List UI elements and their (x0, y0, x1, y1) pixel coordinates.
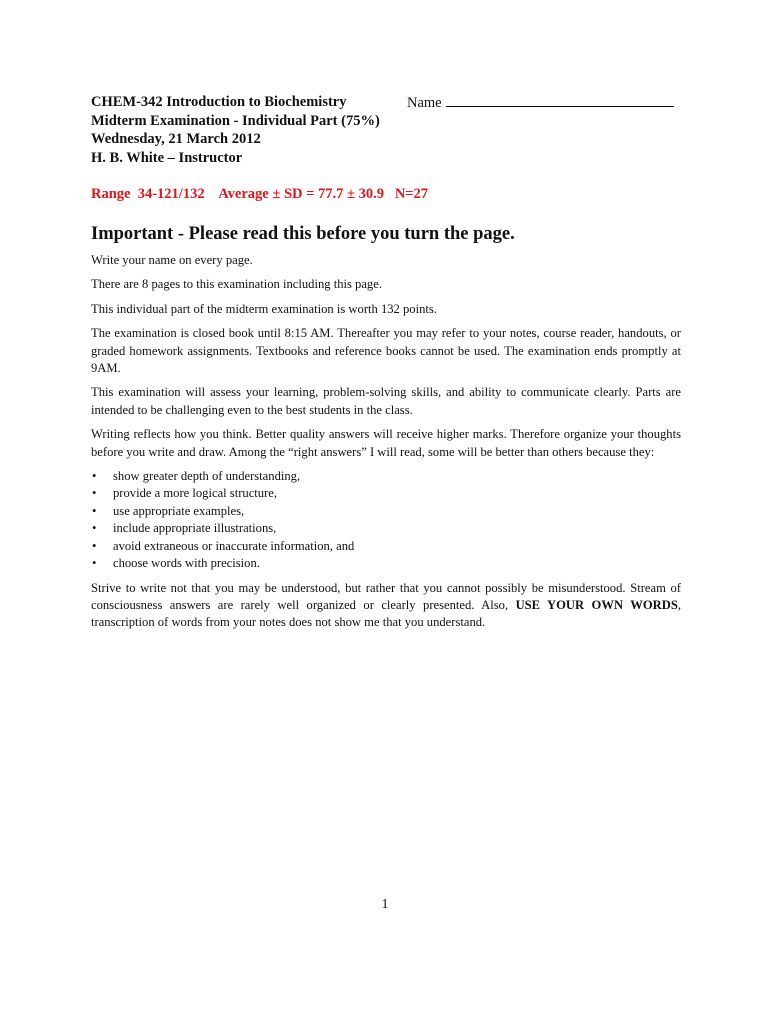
instruction-paragraph: This individual part of the midterm examination is worth 132 points. (91, 301, 437, 316)
instructions-body (91, 252, 681, 639)
course-title: CHEM-342 Introduction to Biochemistry (91, 94, 347, 110)
closing-paragraph: Strive to write not that you may be understood, but rather that you cannot possibly be misunderstood. Stream of consciousness answers are rarely well organized or clearly presented. Also, USE YOUR OWN WORDS, transcription of words from your notes does not show me that you understand. (91, 580, 681, 630)
list-item: • provide a more logical structure, (91, 485, 681, 502)
own-words-emphasis: USE YOUR OWN WORDS (515, 597, 678, 612)
instruction-paragraph: Write your name on every page. (91, 253, 253, 267)
bullet-icon: • (92, 503, 97, 518)
instruction-paragraph: This examination will assess your learning, problem-solving skills, and ability to communicate clearly. Parts are intended to be challenging even to the best students in the class. (91, 385, 681, 417)
bullet-icon: • (92, 469, 97, 484)
exam-title: Midterm Examination - Individual Part (75%) (91, 112, 380, 129)
important-heading: Important - Please read this before you turn the page. (91, 224, 515, 244)
bullet-icon: • (92, 486, 97, 501)
list-item: • include appropriate illustrations, (91, 520, 681, 537)
list-item: • show greater depth of understanding, (91, 468, 681, 485)
exam-date: Wednesday, 21 March 2012 (91, 131, 261, 147)
list-item: • choose words with precision. (91, 555, 681, 572)
name-blank-line[interactable] (446, 93, 674, 107)
name-field[interactable] (407, 93, 674, 113)
instruction-paragraph: The examination is closed book until 8:15 AM. Thereafter you may refer to your notes, course reader, handouts, or graded homework assignments. Textbooks and reference books cannot be used. The examination ends promptly at 9AM. (91, 326, 681, 376)
page-number: 1 (381, 897, 389, 912)
name-label: Name (407, 95, 442, 111)
bullet-icon: • (92, 556, 97, 571)
instructor: H. B. White – Instructor (91, 149, 243, 166)
instruction-paragraph: There are 8 pages to this examination including this page. (91, 277, 382, 292)
bullet-icon: • (92, 521, 97, 536)
bullet-icon: • (92, 538, 97, 553)
list-item: • use appropriate examples, (91, 503, 681, 520)
list-item: • avoid extraneous or inaccurate information, and (91, 538, 681, 555)
instruction-paragraph: Writing reflects how you think. Better quality answers will receive higher marks. Therefore organize your thoughts before you write and draw. Among the “right answers” I will read, some will be better than others because they: (91, 427, 681, 459)
score-statistics: Range 34-121/132 Average ± SD = 77.7 ± 30.9 N=27 (91, 186, 429, 202)
criteria-list (91, 468, 681, 572)
